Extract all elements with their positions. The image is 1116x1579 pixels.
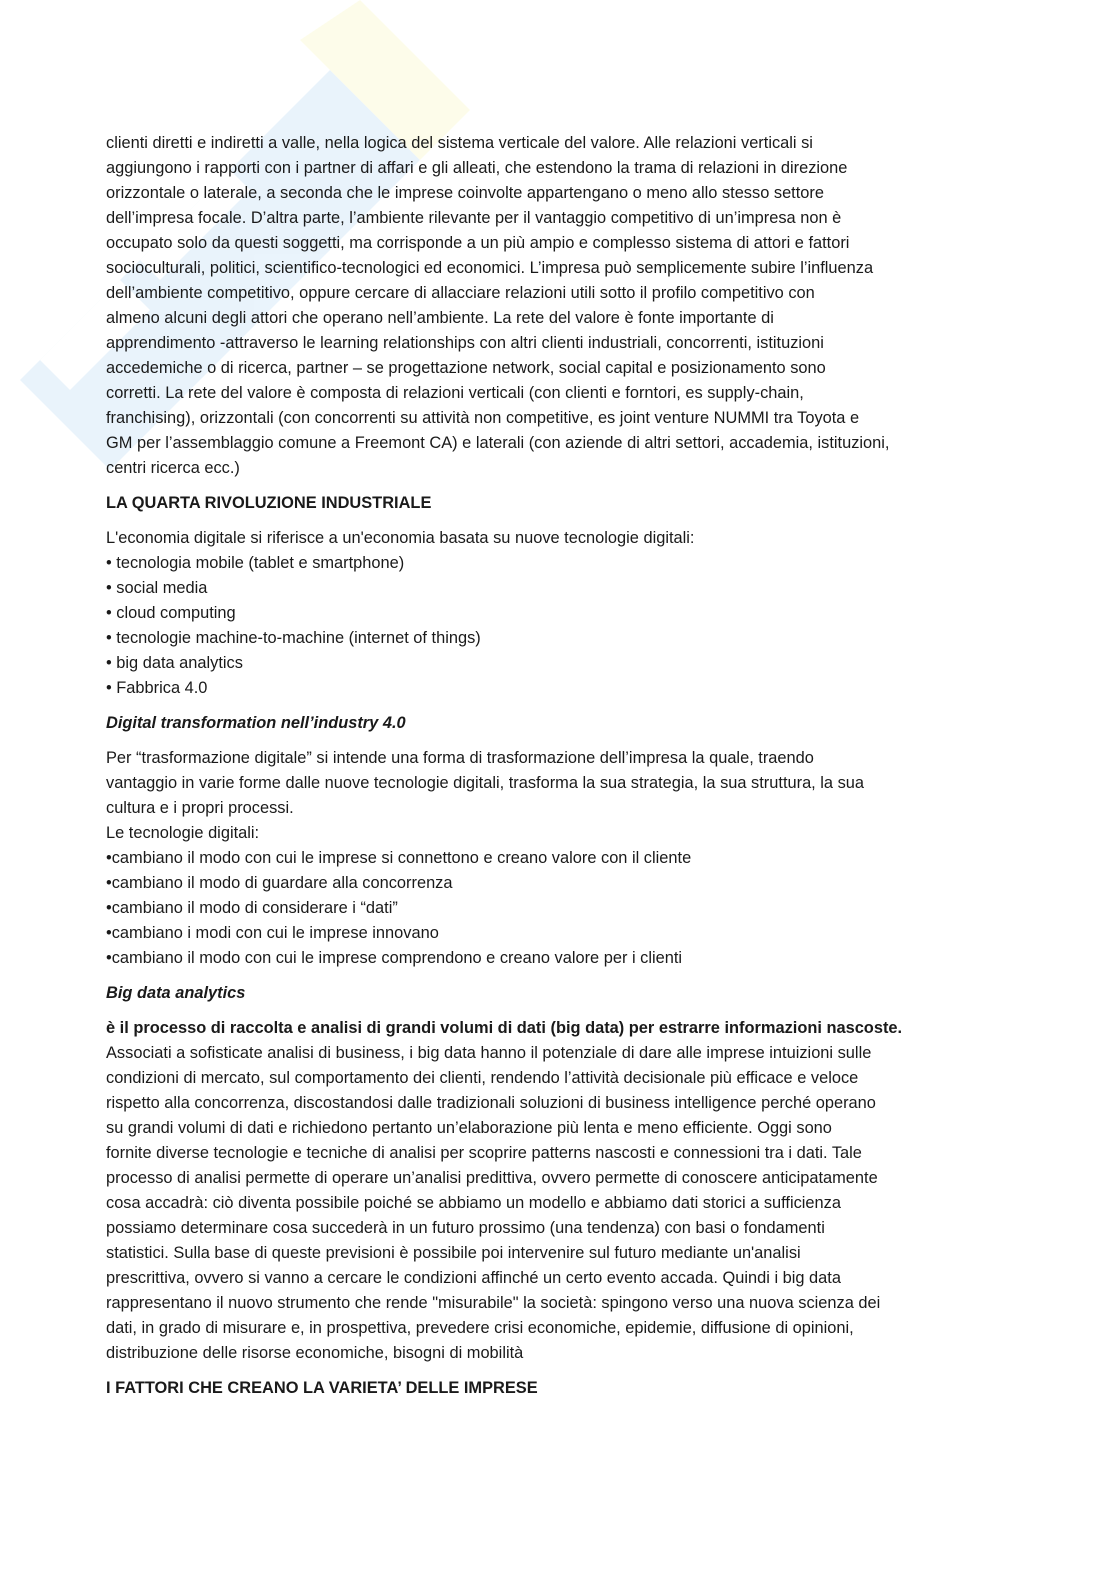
list-item: •cambiano il modo con cui le imprese si connettono e creano valore con il cliente [106,849,692,867]
text-line: GM per l’assemblaggio comune a Freemont CA) e laterali (con aziende di altri settori, accademia, istituzioni, [106,434,890,452]
text-line: franchising), orizzontali (con concorrenti su attività non competitive, es joint venture NUMMI tra Toyota e [106,409,860,427]
text-line: orizzontale o laterale, a seconda che le imprese coinvolte appartengano o meno allo stesso settore [106,184,824,202]
text-line: Associati a sofisticate analisi di business, i big data hanno il potenziale di dare alle imprese intuizioni sulle [106,1044,872,1062]
paragraph-trasformazione-digitale [106,746,1006,971]
list-item: • tecnologia mobile (tablet e smartphone) [106,554,405,572]
text-line: Le tecnologie digitali: [106,824,260,842]
section-heading-fattori-varieta: I FATTORI CHE CREANO LA VARIETA’ DELLE IMPRESE [106,1379,538,1397]
text-line: rispetto alla concorrenza, discostandosi dalle tradizionali soluzioni di business intelligence perché operano [106,1094,876,1112]
list-intro: L'economia digitale si riferisce a un'economia basata su nuove tecnologie digitali: [106,529,695,547]
text-line: socioculturali, politici, scientifico-tecnologici ed economici. L’impresa può semplicemente subire l’influenza [106,259,874,277]
text-line: distribuzione delle risorse economiche, bisogni di mobilità [106,1344,524,1362]
document-page [106,131,1006,1411]
section-heading-quarta-rivoluzione: LA QUARTA RIVOLUZIONE INDUSTRIALE [106,494,432,512]
section-heading-big-data: Big data analytics [106,984,246,1002]
text-line: clienti diretti e indiretti a valle, nella logica del sistema verticale del valore. Alle relazioni verticali si [106,134,813,152]
text-line: almeno alcuni degli attori che operano nell’ambiente. La rete del valore è fonte importante di [106,309,774,327]
text-line: occupato solo da questi soggetti, ma corrisponde a un più ampio e complesso sistema di attori e fattori [106,234,850,252]
text-line: cosa accadrà: ciò diventa possibile poiché se abbiamo un modello e abbiamo dati storici a sufficienza [106,1194,841,1212]
text-line: dati, in grado di misurare e, in prospettiva, prevedere crisi economiche, epidemie, diffusione di opinioni, [106,1319,854,1337]
text-line: vantaggio in varie forme dalle nuove tecnologie digitali, trasforma la sua strategia, la sua struttura, la sua [106,774,865,792]
text-line: dell’impresa focale. D’altra parte, l’ambiente rilevante per il vantaggio competitivo di un’impresa non è [106,209,842,227]
list-item: • tecnologie machine-to-machine (internet of things) [106,629,481,647]
text-line: accedemiche o di ricerca, partner – se progettazione network, social capital e posizionamento sono [106,359,826,377]
text-line: aggiungono i rapporti con i partner di affari e gli alleati, che estendono la trama di relazioni in direzione [106,159,848,177]
list-item: •cambiano i modi con cui le imprese innovano [106,924,439,942]
list-item: • big data analytics [106,654,243,672]
text-line: corretti. La rete del valore è composta di relazioni verticali (con clienti e forntori, es supply-chain, [106,384,804,402]
text-line: apprendimento -attraverso le learning relationships con altri clienti industriali, concorrenti, istituzioni [106,334,824,352]
list-item: • social media [106,579,208,597]
text-line: centri ricerca ecc.) [106,459,240,477]
paragraph-rete-del-valore [106,131,1006,481]
text-line: condizioni di mercato, sul comportamento dei clienti, rendendo l’attività decisionale più efficace e veloce [106,1069,859,1087]
text-line: prescrittiva, ovvero si vanno a cercare le condizioni affinché un certo evento accada. Quindi i big data [106,1269,841,1287]
list-item: • cloud computing [106,604,236,622]
text-line: rappresentano il nuovo strumento che rende "misurabile" la società: spingono verso una nuova scienza dei [106,1294,881,1312]
text-line: fornite diverse tecnologie e tecniche di analisi per scoprire patterns nascosti e connessioni tra i dati. Tale [106,1144,862,1162]
list-item: •cambiano il modo con cui le imprese comprendono e creano valore per i clienti [106,949,683,967]
definition-line: è il processo di raccolta e analisi di grandi volumi di dati (big data) per estrarre informazioni nascoste. [106,1019,903,1037]
text-line: Per “trasformazione digitale” si intende una forma di trasformazione dell’impresa la quale, traendo [106,749,814,767]
text-line: processo di analisi permette di operare un’analisi predittiva, ovvero permette di conoscere anticipatamente [106,1169,878,1187]
paragraph-big-data [106,1016,1006,1366]
text-line: cultura e i propri processi. [106,799,294,817]
list-item: • Fabbrica 4.0 [106,679,208,697]
text-line: dell’ambiente competitivo, oppure cercare di allacciare relazioni utili sotto il profilo competitivo con [106,284,815,302]
section-heading-digital-transformation: Digital transformation nell’industry 4.0 [106,714,406,732]
list-item: •cambiano il modo di considerare i “dati” [106,899,398,917]
list-item: •cambiano il modo di guardare alla concorrenza [106,874,453,892]
text-line: statistici. Sulla base di queste previsioni è possibile poi intervenire sul futuro mediante un'analisi [106,1244,801,1262]
text-line: possiamo determinare cosa succederà in un futuro prossimo (una tendenza) con basi o fondamenti [106,1219,825,1237]
text-line: su grandi volumi di dati e richiedono pertanto un’elaborazione più lenta e meno efficiente. Oggi sono [106,1119,832,1137]
list-economia-digitale [106,526,1006,701]
